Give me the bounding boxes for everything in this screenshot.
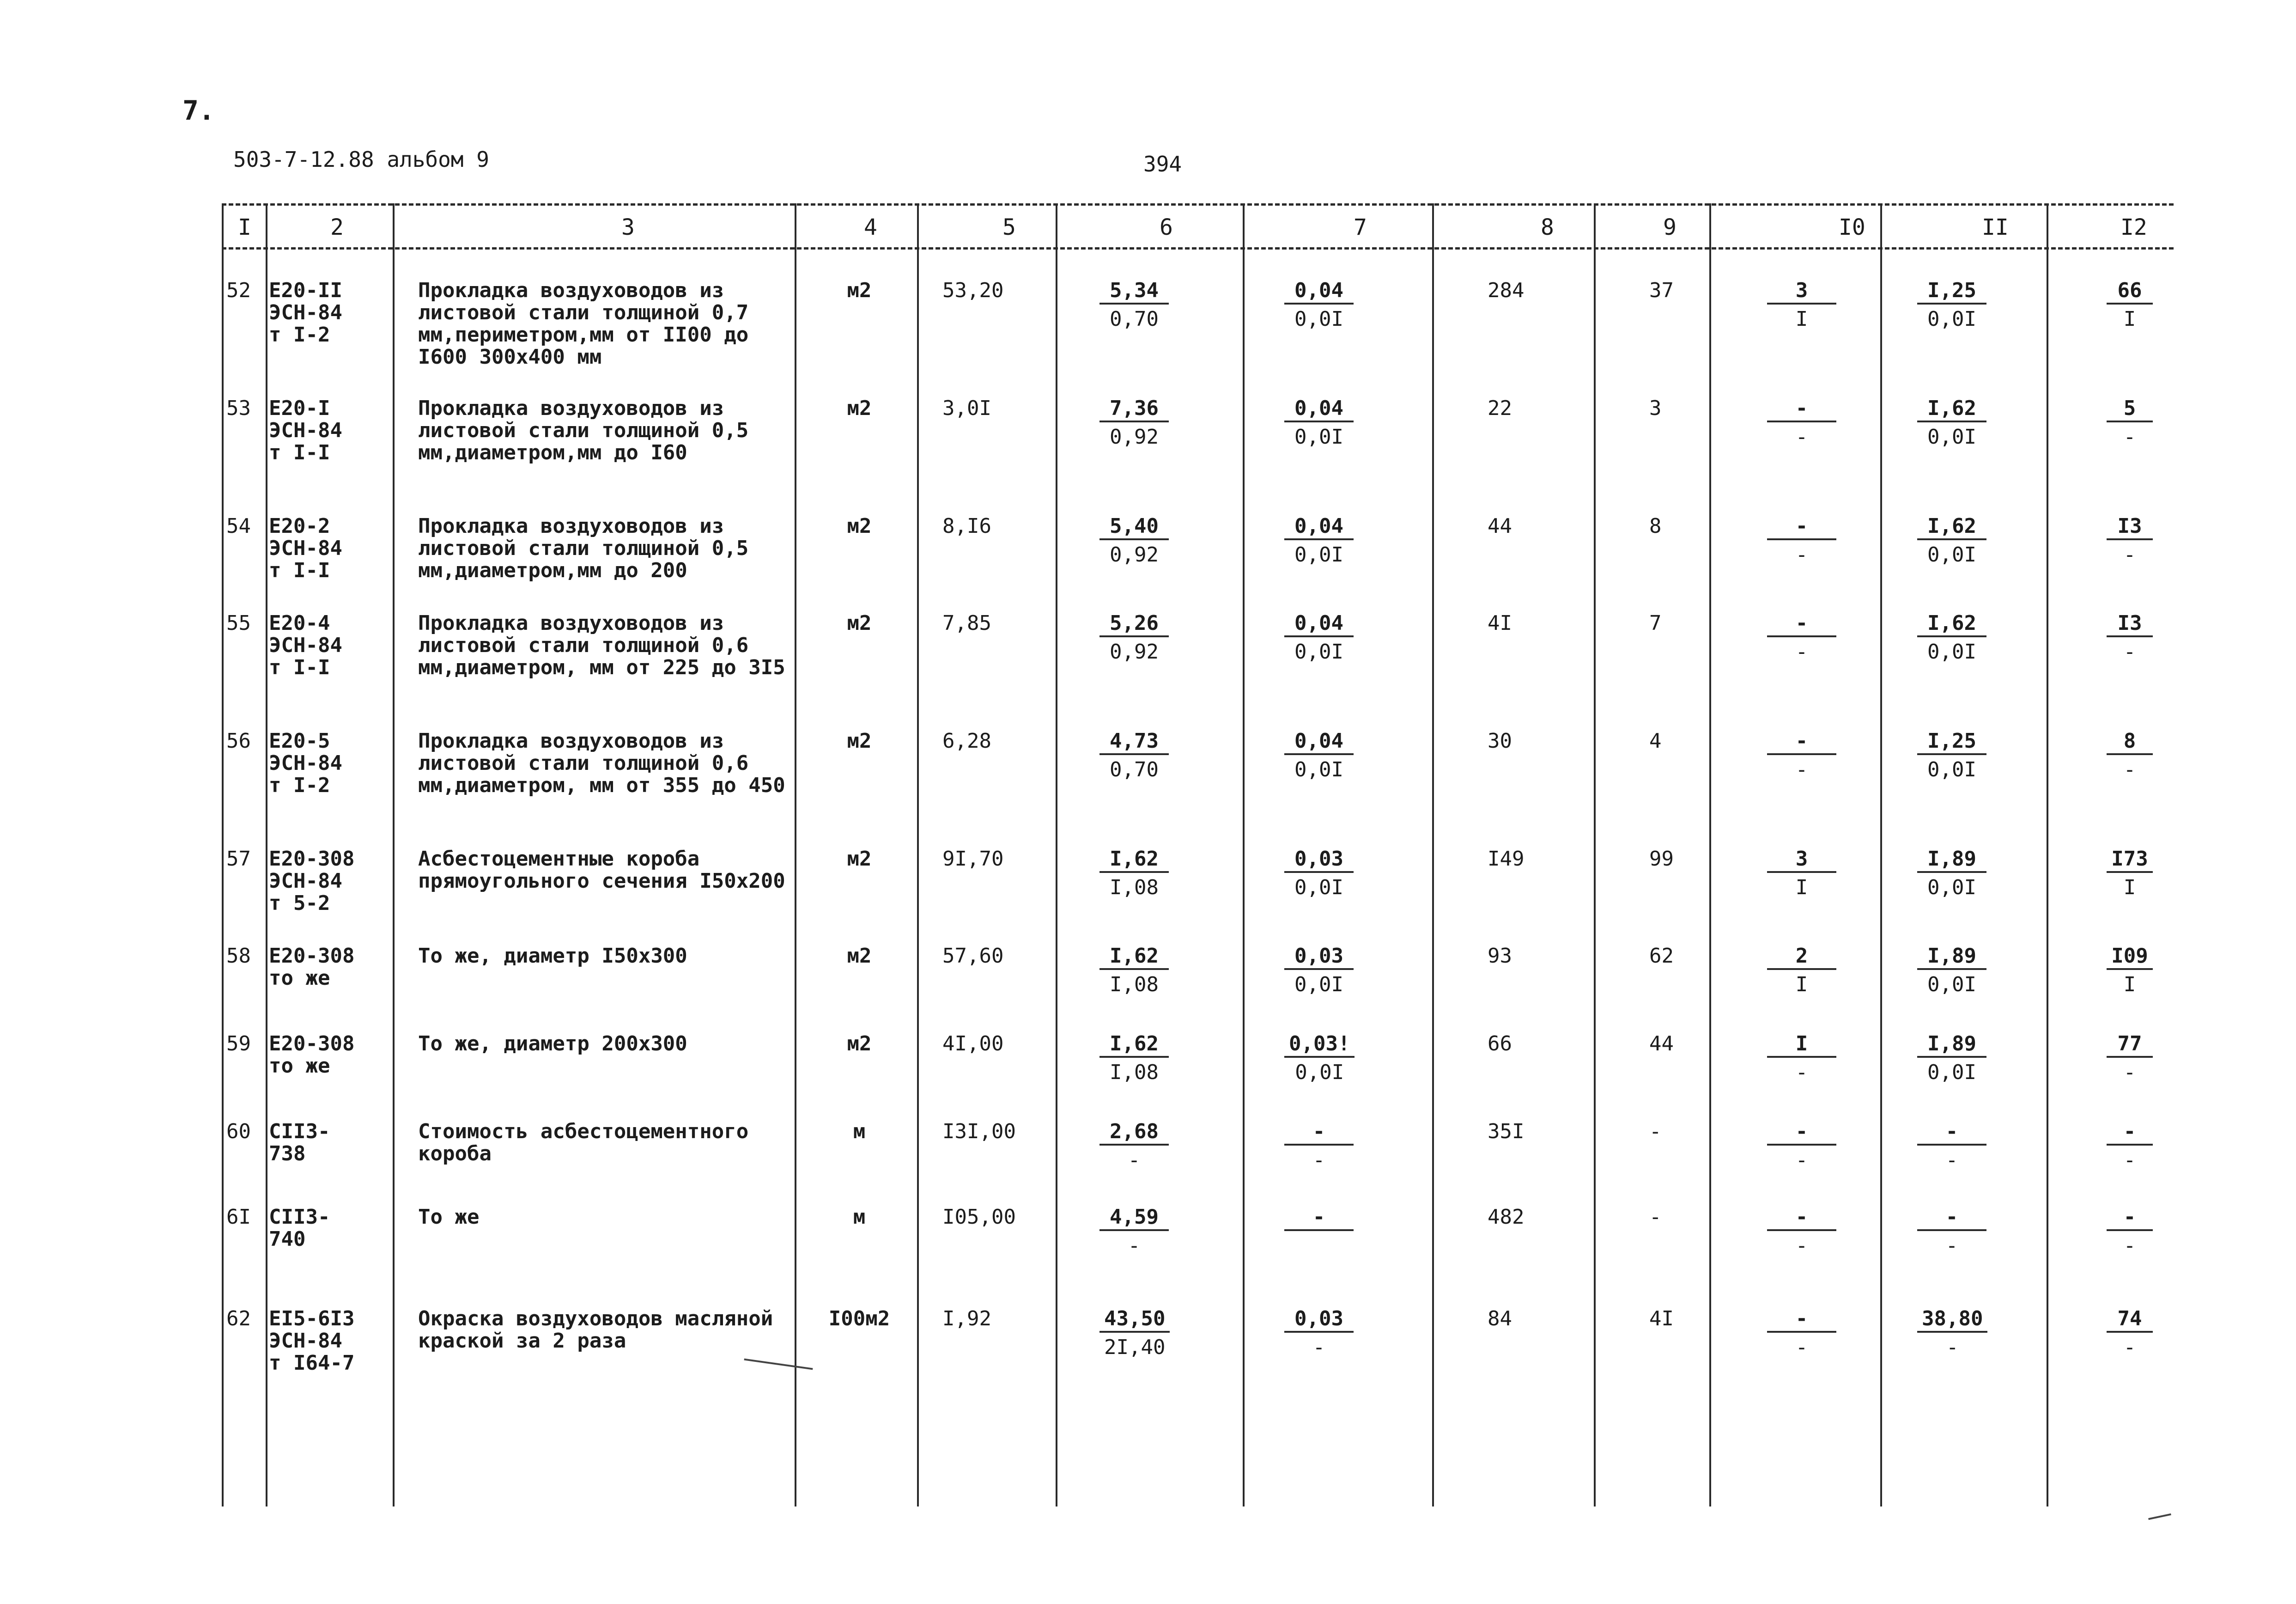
norm-code: Е20-308 то же — [269, 944, 355, 990]
unit-cost-total: 5,34 — [1099, 280, 1169, 305]
total-wages: - — [1649, 1120, 1662, 1143]
total-cost: 284 — [1488, 279, 1525, 302]
sheet-number: 394 — [1143, 152, 1182, 177]
labor-unit-machinists: 0,0I — [1927, 640, 1976, 664]
unit: м2 — [847, 847, 872, 871]
unit-cost-total: 2,68 — [1099, 1121, 1169, 1146]
labor-unit: - — [1917, 1206, 1986, 1231]
machine-wages-total: I — [1795, 876, 1808, 899]
column-header: 9 — [1663, 214, 1676, 240]
work-description: Прокладка воздуховодов из листовой стали толщиной 0,6 мм,диаметром, мм от 225 до 3I5 — [418, 611, 785, 679]
labor-total: I3 — [2107, 515, 2153, 540]
row-number: 52 — [226, 279, 251, 302]
total-wages: 62 — [1649, 944, 1674, 968]
work-description: Прокладка воздуховодов из листовой стали толщиной 0,5 мм,диаметром,мм до I60 — [418, 396, 749, 464]
labor-unit-machinists: 0,0I — [1927, 307, 1976, 331]
row-number: 6I — [226, 1205, 251, 1229]
total-cost: 93 — [1488, 944, 1512, 968]
unit: м — [853, 1205, 866, 1229]
row-number: 54 — [226, 514, 251, 538]
labor-unit-machinists: 0,0I — [1927, 876, 1976, 899]
labor-unit: I,62 — [1917, 515, 1986, 540]
machine-wages-total: - — [1795, 1336, 1808, 1359]
labor-unit-machinists: 0,0I — [1927, 758, 1976, 781]
unit-cost-wages: 0,92 — [1110, 543, 1159, 567]
quantity: 9I,70 — [942, 847, 1004, 871]
quantity: 7,85 — [942, 611, 991, 635]
machine-total: - — [1767, 1121, 1836, 1146]
work-description: Стоимость асбестоцементного короба — [418, 1120, 749, 1165]
unit-machine-cost: - — [1284, 1121, 1354, 1146]
row-number: 55 — [226, 611, 251, 635]
unit-machine-cost: 0,03 — [1284, 1308, 1354, 1333]
labor-total: I73 — [2107, 848, 2153, 873]
column-header: 2 — [330, 214, 344, 240]
machine-wages-total: - — [1795, 640, 1808, 664]
unit: м2 — [847, 279, 872, 302]
unit: м2 — [847, 944, 872, 968]
column-header: 5 — [1002, 214, 1016, 240]
unit-cost-total: I,62 — [1099, 848, 1169, 873]
norm-code: СII3-738 — [269, 1120, 330, 1165]
unit: м2 — [847, 514, 872, 538]
norm-code: Е20-2 ЭСН-84 т I-I — [269, 514, 342, 582]
labor-total-machinists: I — [2123, 973, 2136, 996]
quantity: 57,60 — [942, 944, 1004, 968]
work-description: То же — [418, 1205, 480, 1229]
unit: м — [853, 1120, 866, 1143]
unit-cost-wages: I,08 — [1110, 1061, 1159, 1084]
column-header: II — [1982, 214, 2009, 240]
unit-machine-cost: - — [1284, 1206, 1354, 1231]
unit-cost-wages: I,08 — [1110, 973, 1159, 996]
quantity: 6,28 — [942, 729, 991, 753]
unit-machine-wages: 0,0I — [1294, 425, 1343, 449]
labor-total-machinists: - — [2123, 1336, 2136, 1359]
total-wages: 4I — [1649, 1307, 1674, 1330]
row-number: 59 — [226, 1032, 251, 1055]
unit-machine-cost: 0,03! — [1284, 1033, 1355, 1058]
unit-cost-wages: - — [1128, 1234, 1141, 1257]
unit-cost-total: 4,59 — [1099, 1206, 1169, 1231]
unit-cost-total: 7,36 — [1099, 397, 1169, 422]
column-header: I0 — [1839, 214, 1865, 240]
unit-machine-wages: 0,0I — [1294, 758, 1343, 781]
labor-unit-machinists: - — [1945, 1148, 1958, 1172]
unit-machine-wages: 0,0I — [1294, 640, 1343, 664]
total-cost: 84 — [1488, 1307, 1512, 1330]
unit-machine-cost: 0,03 — [1284, 945, 1354, 970]
unit-cost-total: I,62 — [1099, 1033, 1169, 1058]
labor-total: I09 — [2107, 945, 2153, 970]
column-header: 4 — [864, 214, 877, 240]
work-description: Окраска воздуховодов масляной краской за 2 раза — [418, 1307, 773, 1353]
labor-total: - — [2107, 1206, 2153, 1231]
machine-wages-total: - — [1795, 425, 1808, 449]
labor-total: 8 — [2107, 730, 2153, 755]
unit: м2 — [847, 1032, 872, 1055]
unit-machine-cost: 0,03 — [1284, 848, 1354, 873]
column-header: 3 — [621, 214, 635, 240]
norm-code: ЕI5-6I3 ЭСН-84 т I64-7 — [269, 1307, 355, 1375]
column-header: 8 — [1541, 214, 1554, 240]
unit-cost-total: 5,40 — [1099, 515, 1169, 540]
machine-total: - — [1767, 1308, 1836, 1333]
total-cost: 482 — [1488, 1205, 1525, 1229]
quantity: 4I,00 — [942, 1032, 1004, 1055]
machine-wages-total: - — [1795, 1061, 1808, 1084]
total-cost: 35I — [1488, 1120, 1525, 1143]
total-cost: 66 — [1488, 1032, 1512, 1055]
norm-code: Е20-II ЭСН-84 т I-2 — [269, 279, 342, 347]
column-header: I — [238, 214, 251, 240]
work-description: Прокладка воздуховодов из листовой стали толщиной 0,5 мм,диаметром,мм до 200 — [418, 514, 749, 582]
labor-total-machinists: - — [2123, 1234, 2136, 1257]
unit-machine-cost: 0,04 — [1284, 397, 1354, 422]
machine-wages-total: - — [1795, 1148, 1808, 1172]
unit-cost-wages: 0,70 — [1110, 758, 1159, 781]
norm-code: Е20-5 ЭСН-84 т I-2 — [269, 729, 342, 797]
labor-total: 77 — [2107, 1033, 2153, 1058]
unit-machine-wages — [1284, 1231, 1354, 1235]
unit-machine-cost: 0,04 — [1284, 280, 1354, 305]
scan-mark — [744, 1359, 813, 1370]
column-header: I2 — [2120, 214, 2147, 240]
labor-unit-machinists: 0,0I — [1927, 425, 1976, 449]
unit: I00м2 — [828, 1307, 890, 1330]
document-reference: 503-7-12.88 альбом 9 — [233, 147, 489, 172]
machine-wages-total: - — [1795, 1234, 1808, 1257]
labor-total: 5 — [2107, 397, 2153, 422]
unit-machine-wages: 0,0I — [1295, 1061, 1344, 1084]
column-divider — [1880, 203, 1882, 1506]
machine-wages-total: I — [1795, 307, 1808, 331]
labor-total-machinists: - — [2123, 758, 2136, 781]
column-divider — [1709, 203, 1711, 1506]
quantity: 8,I6 — [942, 514, 991, 538]
total-cost: 22 — [1488, 396, 1512, 420]
labor-unit: I,62 — [1917, 612, 1986, 637]
row-number: 58 — [226, 944, 251, 968]
labor-unit-machinists: 0,0I — [1927, 1061, 1976, 1084]
unit-machine-cost: 0,04 — [1284, 515, 1354, 540]
row-number: 60 — [226, 1120, 251, 1143]
machine-total: 3 — [1767, 848, 1836, 873]
total-wages: 8 — [1649, 514, 1662, 538]
work-description: Асбестоцементные короба прямоугольного сечения I50х200 — [418, 847, 785, 893]
unit-machine-wages: - — [1312, 1336, 1325, 1359]
machine-total: - — [1767, 397, 1836, 422]
unit-cost-wages: 0,92 — [1110, 640, 1159, 664]
unit: м2 — [847, 396, 872, 420]
quantity: I,92 — [942, 1307, 991, 1330]
labor-unit: 38,80 — [1917, 1308, 1987, 1333]
total-wages: 37 — [1649, 279, 1674, 302]
unit-machine-wages: 0,0I — [1294, 307, 1343, 331]
labor-unit: - — [1917, 1121, 1986, 1146]
column-divider — [222, 203, 224, 1506]
unit-cost-total: I,62 — [1099, 945, 1169, 970]
total-cost: 30 — [1488, 729, 1512, 753]
work-description: Прокладка воздуховодов из листовой стали толщиной 0,6 мм,диаметром, мм от 355 до 450 — [418, 729, 785, 797]
quantity: 53,20 — [942, 279, 1004, 302]
norm-code: СII3-740 — [269, 1205, 330, 1251]
row-number: 62 — [226, 1307, 251, 1330]
column-header: 6 — [1160, 214, 1173, 240]
labor-total: - — [2107, 1121, 2153, 1146]
unit-machine-wages: 0,0I — [1294, 876, 1343, 899]
row-number: 53 — [226, 396, 251, 420]
unit-machine-wages: 0,0I — [1294, 973, 1343, 996]
machine-total: - — [1767, 730, 1836, 755]
column-divider — [1432, 203, 1434, 1506]
unit-cost-wages: 2I,40 — [1104, 1336, 1166, 1359]
total-wages: 99 — [1649, 847, 1674, 871]
machine-total: I — [1767, 1033, 1836, 1058]
total-cost: 44 — [1488, 514, 1512, 538]
labor-unit: I,89 — [1917, 945, 1986, 970]
labor-total-machinists: I — [2123, 876, 2136, 899]
norm-code: Е20-308 ЭСН-84 т 5-2 — [269, 847, 355, 915]
scan-mark — [2148, 1513, 2171, 1520]
work-description: То же, диаметр I50х300 — [418, 944, 687, 968]
labor-total-machinists: - — [2123, 543, 2136, 567]
labor-unit: I,25 — [1917, 280, 1986, 305]
labor-unit-machinists: - — [1945, 1234, 1958, 1257]
labor-total-machinists: - — [2123, 425, 2136, 449]
unit-machine-cost: 0,04 — [1284, 730, 1354, 755]
labor-unit-machinists: 0,0I — [1927, 973, 1976, 996]
machine-wages-total: - — [1795, 758, 1808, 781]
unit-cost-total: 43,50 — [1099, 1308, 1170, 1333]
unit-cost-wages: 0,92 — [1110, 425, 1159, 449]
labor-total-machinists: - — [2123, 1061, 2136, 1084]
labor-unit: I,89 — [1917, 848, 1986, 873]
unit-machine-cost: 0,04 — [1284, 612, 1354, 637]
unit-cost-wages: 0,70 — [1110, 307, 1159, 331]
unit-machine-wages: - — [1312, 1148, 1325, 1172]
column-header: 7 — [1354, 214, 1367, 240]
quantity: 3,0I — [942, 396, 991, 420]
labor-total: 66 — [2107, 280, 2153, 305]
unit-cost-total: 4,73 — [1099, 730, 1169, 755]
labor-total-machinists: - — [2123, 1148, 2136, 1172]
column-divider — [1056, 203, 1057, 1506]
column-divider — [1594, 203, 1596, 1506]
machine-wages-total: I — [1795, 973, 1808, 996]
machine-total: - — [1767, 612, 1836, 637]
total-wages: 4 — [1649, 729, 1662, 753]
column-divider — [1243, 203, 1245, 1506]
labor-total: I3 — [2107, 612, 2153, 637]
unit: м2 — [847, 611, 872, 635]
total-cost: I49 — [1488, 847, 1525, 871]
column-divider — [2047, 203, 2048, 1506]
total-cost: 4I — [1488, 611, 1512, 635]
labor-total-machinists: I — [2123, 307, 2136, 331]
unit-cost-wages: - — [1128, 1148, 1141, 1172]
labor-unit-machinists: 0,0I — [1927, 543, 1976, 567]
norm-code: Е20-I ЭСН-84 т I-I — [269, 396, 342, 464]
column-divider — [917, 203, 919, 1506]
row-number: 56 — [226, 729, 251, 753]
labor-unit-machinists: - — [1946, 1336, 1959, 1359]
total-wages: - — [1649, 1205, 1662, 1229]
row-number: 57 — [226, 847, 251, 871]
total-wages: 3 — [1649, 396, 1662, 420]
labor-unit: I,62 — [1917, 397, 1986, 422]
total-wages: 7 — [1649, 611, 1662, 635]
labor-total-machinists: - — [2123, 640, 2136, 664]
machine-wages-total: - — [1795, 543, 1808, 567]
page-number-mark: 7. — [182, 95, 215, 126]
quantity: I05,00 — [942, 1205, 1016, 1229]
work-description: То же, диаметр 200х300 — [418, 1032, 687, 1055]
total-wages: 44 — [1649, 1032, 1674, 1055]
machine-total: 3 — [1767, 280, 1836, 305]
work-description: Прокладка воздуховодов из листовой стали толщиной 0,7 мм,периметром,мм от II00 до I600 300х400 мм — [418, 279, 749, 369]
unit-cost-wages: I,08 — [1110, 876, 1159, 899]
labor-unit: I,25 — [1917, 730, 1986, 755]
column-divider — [393, 203, 395, 1506]
norm-code: Е20-4 ЭСН-84 т I-I — [269, 611, 342, 679]
unit-cost-total: 5,26 — [1099, 612, 1169, 637]
machine-total: - — [1767, 515, 1836, 540]
unit-machine-wages: 0,0I — [1294, 543, 1343, 567]
labor-unit: I,89 — [1917, 1033, 1986, 1058]
quantity: I3I,00 — [942, 1120, 1016, 1143]
labor-total: 74 — [2107, 1308, 2153, 1333]
column-divider — [266, 203, 267, 1506]
machine-total: 2 — [1767, 945, 1836, 970]
unit: м2 — [847, 729, 872, 753]
machine-total: - — [1767, 1206, 1836, 1231]
norm-code: Е20-308 то же — [269, 1032, 355, 1078]
